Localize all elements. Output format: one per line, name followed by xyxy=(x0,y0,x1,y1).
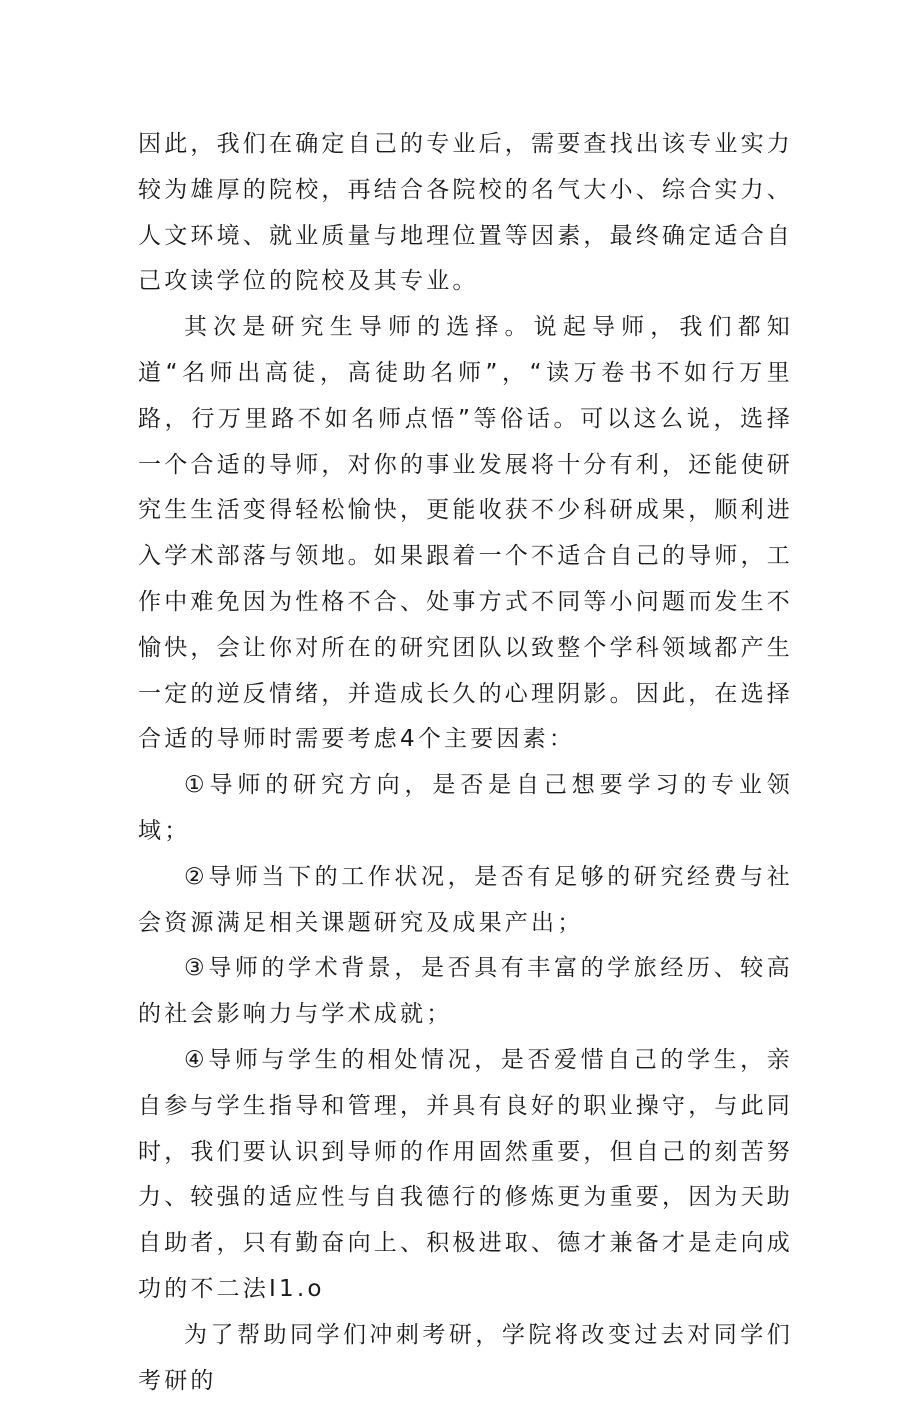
document-body xyxy=(138,122,793,1404)
paragraph-2: 其次是研究生导师的选择。说起导师，我们都知道“名师出高徒，高徒助名师”，“读万卷书不如行万里路，行万里路不如名师点悟”等俗话。可以这么说，选择一个合适的导师，对你的事业发展将十分有利，还能使研究生生活变得轻松愉快，更能收获不少科研成果，顺利进入学术部落与领地。如果跟着一个不适合自己的导师，工作中难免因为性格不合、处事方式不同等小问题而发生不愉快，会让你对所在的研究团队以致整个学科领域都产生一定的逆反情绪，并造成长久的心理阴影。因此，在选择合适的导师时需要考虑4个主要因素： xyxy=(138,314,793,753)
paragraph-5: ③导师的学术背景，是否具有丰富的学旅经历、较高的社会影响力与学术成就； xyxy=(138,955,793,1028)
paragraph-4: ②导师当下的工作状况，是否有足够的研究经费与社会资源满足相关课题研究及成果产出； xyxy=(138,863,793,936)
paragraph-3: ①导师的研究方向，是否是自己想要学习的专业领域； xyxy=(138,772,793,844)
paragraph-1: 因此，我们在确定自己的专业后，需要查找出该专业实力较为雄厚的院校，再结合各院校的名气大小、综合实力、人文环境、就业质量与地理位置等因素，最终确定适合自己攻读学位的院校及其专业。 xyxy=(138,131,793,295)
paragraph-7: 为了帮助同学们冲刺考研，学院将改变过去对同学们考研的 xyxy=(138,1321,793,1394)
paragraph-6: ④导师与学生的相处情况，是否爱惜自己的学生，亲自参与学生指导和管理，并具有良好的职业操守，与此同时，我们要认识到导师的作用固然重要，但自己的刻苦努力、较强的适应性与自我德行的修炼更为重要，因为天助自助者，只有勤奋向上、积极进取、德才兼备才是走向成功的不二法I1.o xyxy=(138,1046,793,1302)
